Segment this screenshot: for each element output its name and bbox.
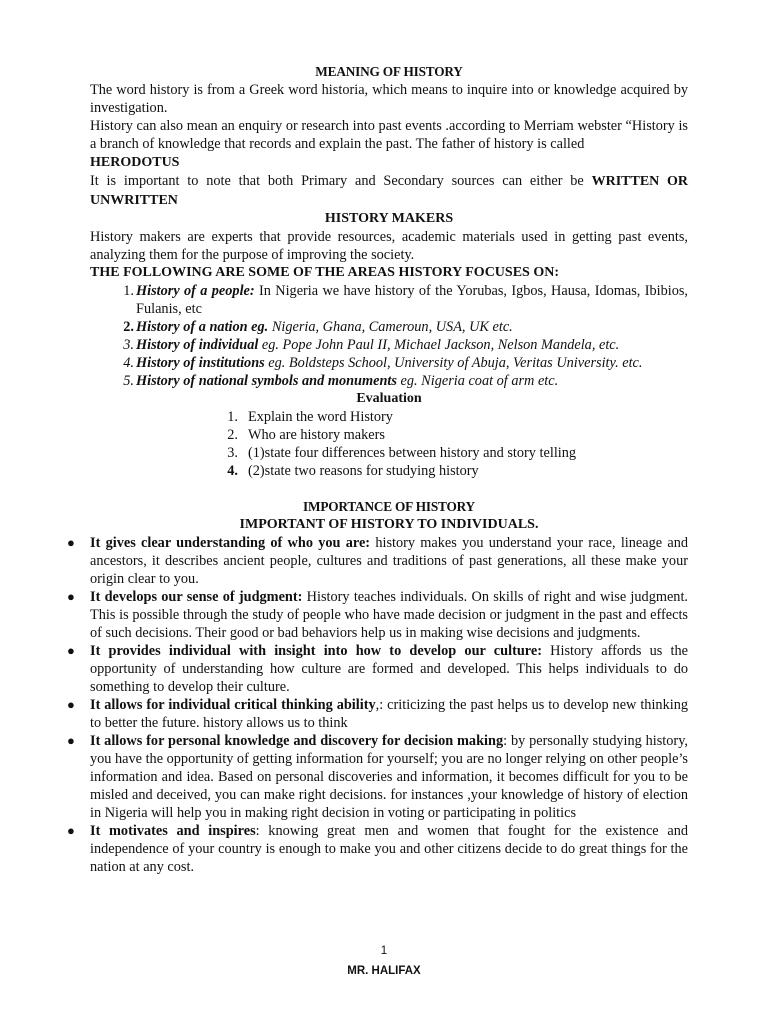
list-text (136, 282, 688, 318)
bullet-item (67, 732, 688, 822)
paragraph-enquiry-text: History can also mean an enquiry or research into past events .according to Merriam webster “History is a branch of knowledge that records and explain the past. The father of history is called (90, 118, 688, 152)
evaluation-item (90, 408, 688, 426)
bullet-text: History teaches individuals. On skills of right and wise judgment. This is possible through the study of people who have made decision or judgment in the past and effects of such decisions. Their good or bad behaviors help us in making wise decisions and judgments. (90, 589, 689, 641)
section-title-history-makers: HISTORY MAKERS (324, 211, 454, 226)
bullet-icon: ● (67, 535, 75, 550)
bullet-text: history makes you understand your race, lineage and ancestors, it describes ancient people, cultures and traditions of past generations, all these make your origin clear to you. (90, 535, 688, 587)
bullet-item (67, 822, 688, 876)
list-label: History of national symbols and monuments (136, 373, 397, 389)
paragraph-history-makers: History makers are experts that provide resources, academic materials used in getting past events, analyzing them for the purpose of improving the society. (90, 229, 688, 263)
bullet-icon: ● (67, 823, 75, 838)
evaluation-number: 1. (227, 409, 238, 425)
list-item (90, 372, 688, 390)
list-label: History of a nation eg. (136, 319, 269, 335)
paragraph-definition: The word history is from a Greek word historia, which means to inquire into or knowledge acquired by investigation. (90, 82, 688, 116)
list-item (90, 354, 688, 372)
evaluation-text: Who are history makers (248, 427, 385, 443)
list-number: 1. (123, 283, 134, 299)
list-number: 2. (123, 319, 134, 335)
list-text (136, 336, 688, 354)
herodotus-text: HERODOTUS (90, 155, 180, 170)
evaluation-item (90, 444, 688, 462)
list-text (136, 354, 688, 372)
list-number: 5. (123, 373, 134, 389)
bullet-label: It motivates and inspires (90, 823, 256, 839)
list-detail: In Nigeria we have history of the Yorubas, Igbos, Hausa, Idomas, Ibibios, Fulanis, etc (136, 283, 688, 317)
bullet-icon: ● (67, 697, 75, 712)
list-item (90, 282, 688, 318)
areas-heading: THE FOLLOWING ARE SOME OF THE AREAS HISTORY FOCUSES ON: (90, 265, 559, 280)
evaluation-title: Evaluation (356, 391, 422, 406)
list-label: History of institutions (136, 355, 265, 371)
bullet-icon: ● (67, 643, 75, 658)
document-page (67, 63, 689, 876)
evaluation-text: (1)state four differences between history and story telling (248, 445, 577, 461)
importance-bullet-list (67, 534, 689, 876)
list-label: History of individual (136, 337, 259, 353)
author-name: MR. HALIFAX (347, 965, 421, 977)
list-detail: eg. Pope John Paul II, Michael Jackson, Nelson Mandela, etc. (258, 337, 620, 353)
list-label: History of a people: (136, 283, 255, 299)
bullet-item (67, 588, 689, 642)
bullet-text: : knowing great men and women that fought for the existence and independence of your country is enough to make you and other citizens decide to do great things for the nation at any cost. (90, 823, 688, 875)
list-number: 3. (123, 337, 134, 353)
evaluation-list (90, 408, 688, 480)
list-item (90, 318, 688, 336)
bullet-item (67, 642, 688, 696)
evaluation-item (90, 462, 688, 480)
bullet-label: It develops our sense of judgment: (90, 589, 303, 605)
bullet-text: History affords us the opportunity of understanding how culture are formed and developed. This helps individuals to do something to develop their culture. (90, 643, 688, 695)
bullet-label: It gives clear understanding of who you are: (90, 535, 371, 551)
list-number: 4. (123, 355, 134, 371)
section-subtitle-individuals: IMPORTANT OF HISTORY TO INDIVIDUALS. (239, 517, 539, 532)
areas-list (90, 282, 688, 390)
page-number: 1 (380, 945, 388, 957)
evaluation-text: Explain the word History (248, 409, 393, 425)
evaluation-number: 2. (227, 427, 238, 443)
section-title-meaning: MEANING OF HISTORY (315, 64, 463, 79)
list-item (90, 336, 688, 354)
bullet-item (67, 534, 688, 588)
evaluation-number: 3. (227, 445, 238, 461)
section-title-importance: IMPORTANCE OF HISTORY (303, 499, 475, 514)
list-detail: eg. Nigeria coat of arm etc. (396, 373, 559, 389)
paragraph-sources-text: It is important to note that both Primary and Secondary sources can either be (90, 173, 592, 189)
list-detail: eg. Boldsteps School, University of Abuja, Veritas University. etc. (264, 355, 643, 371)
evaluation-item (90, 426, 688, 444)
evaluation-text: (2)state two reasons for studying history (248, 463, 479, 479)
paragraph-enquiry (90, 117, 688, 172)
list-text (136, 318, 688, 336)
bullet-icon: ● (67, 589, 75, 604)
list-detail: Nigeria, Ghana, Cameroun, USA, UK etc. (268, 319, 513, 335)
bullet-label: It provides individual with insight into how to develop our culture: (90, 643, 542, 659)
bullet-icon: ● (67, 733, 75, 748)
bullet-text: ,: criticizing the past helps us to develop new thinking to better the future. history allows us to think (90, 697, 688, 731)
written-unwritten-text: WRITTEN OR UNWRITTEN (90, 174, 688, 208)
bullet-label: It allows for personal knowledge and discovery for decision making (90, 733, 504, 749)
bullet-label: It allows for individual critical thinking ability (90, 697, 376, 713)
list-text (136, 372, 688, 390)
bullet-item (67, 696, 688, 732)
evaluation-number: 4. (227, 463, 238, 479)
bullet-text: : by personally studying history, you have the opportunity of getting information for yourself; you are no longer relying on other people’s information and idea. Based on personal discoveries and information, it becomes difficult for you to be misled and deceived, you can make right decisions. for instances ,your knowledge of history of election in Nigeria will help you in making right decision in voting or participating in politics (90, 733, 688, 821)
paragraph-sources (90, 172, 688, 210)
spacer (90, 480, 688, 498)
